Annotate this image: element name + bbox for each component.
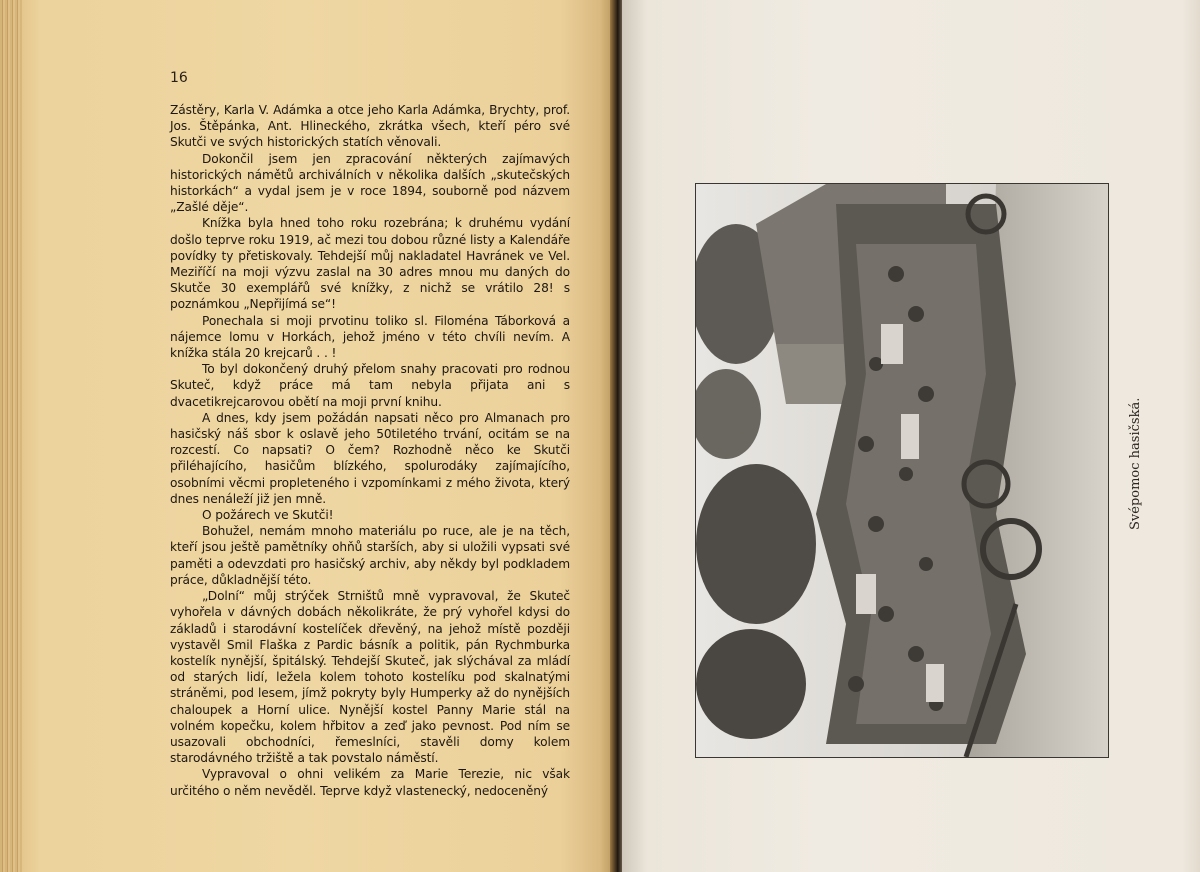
paragraph: „Dolní“ můj strýček Strništů mně vypravoval, že Skuteč vyhořela v dávných dobách několikráte, že prý vyhořel kdysi do základů i starodávní kostelíček dřevěný, na jehož místě později vystavěl Smil Flaška z Pardic básník a politik, pán Rychmburka kostelík nynější, špitálský. Tehdejší Skuteč, jak slýchával za mládí od starých lidí, ležela kolem tohoto kostelíku pod skalnatými stráněmi, pod lesem, jímž pokryty byly Humperky až do nynějších chaloupek a Horní ulice. Nynější kostel Panny Marie stál na volném kopečku, kolem hřbitov a zeď jako pevnost. Pod ním se usazovali obchodníci, řemeslníci, stavěli domy kolem starodávného tržiště a tak povstalo náměstí. [170,589,570,766]
section-heading: O požárech ve Skutči! [202,508,334,523]
paragraph: Dokončil jsem jen zpracování některých zajímavých historických námětů archiválních v několika dalších „skutečských historkách“ a vydal jsem je v roce 1894, souborně pod názvem „Zašlé děje“. [170,151,570,215]
paragraph: Vypravoval o ohni velikém za Marie Terezie, nic však určitého o něm nevěděl. Teprve když vlastenecký, nedoceněný [170,767,570,798]
paragraph: Knížka byla hned toho roku rozebrána; k druhému vydání došlo teprve roku 1919, ač mezi tou dobou různé listy a Kalendáře povídky ty přetiskovaly. Tehdejší můj nakladatel Havránek ve Vel. Meziříčí na moji výzvu zaslal na 30 adres mnou mu daných do Skutče 30 exemplářů své knížky, z nichž se vrátilo 28! s poznámkou „Nepřijímá se“! [170,216,570,312]
paragraph: Bohužel, nemám mnoho materiálu po ruce, ale je na těch, kteří jsou ještě pamětníky ohňů starších, aby si uložili vypsati své paměti a odevzdati pro hasičský archiv, aby někdy byl podkladem práce, důkladnější této. [170,524,570,587]
page-edges [0,0,22,872]
body-text [170,102,570,799]
photo-caption: Svépomoc hasičská. [1128,397,1143,530]
paragraph: A dnes, kdy jsem požádán napsati něco pro Almanach pro hasičský náš sbor k oslavě jeho 50tiletého trvání, ocitám se na rozcestí. Co napsati? O čem? Rozhodně něco ke Skutči přiléhajícího, hasičům blízkého, spolurodáky zajímajícího, osobními věcmi propleteného i vzpomínkami z mého života, který dnes nenáleží již jen mně. [170,410,570,506]
page-number: 16 [170,70,188,86]
paragraph: Zástěry, Karla V. Adámka a otce jeho Karla Adámka, Brychty, prof. Jos. Štěpánka, Ant. Hlineckého, zkrátka všech, kteří péro své Skutči ve svých historických statích věnovali. [170,103,570,150]
paragraph: To byl dokončený druhý přelom snahy pracovati pro rodnou Skuteč, když práce má tam nebyla přijata ani s dvacetikrejcarovou obětí na moji první knihu. [170,362,570,409]
paragraph: Ponechala si moji prvotinu toliko sl. Filoména Táborková a nájemce lomu v Horkách, jehož jméno v této chvíli nevím. A knížka stála 20 krejcarů . . ! [170,313,570,361]
photograph [695,183,1109,758]
photograph-image [696,184,1108,757]
